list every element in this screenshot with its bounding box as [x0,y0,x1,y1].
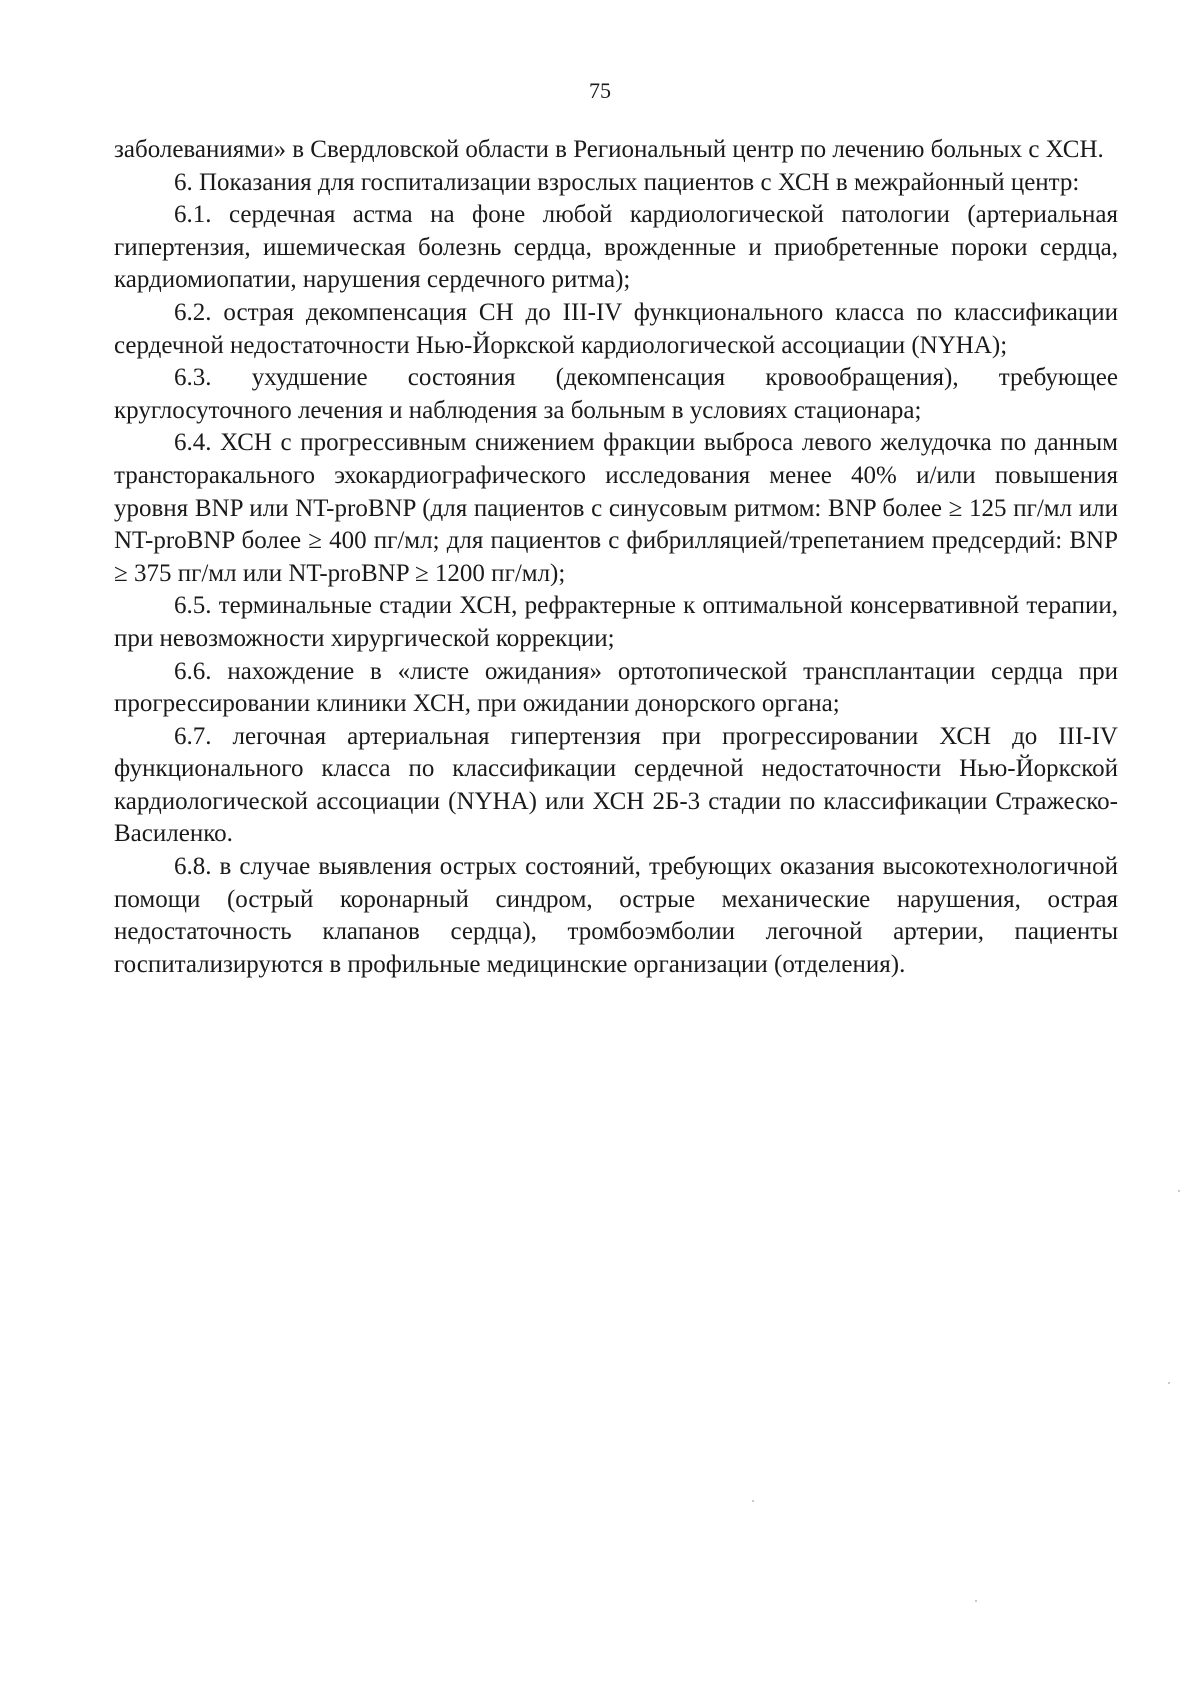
scan-speck [975,1600,977,1602]
paragraph-6-1: 6.1. сердечная астма на фоне любой кардиологической патологии (артериальная гипертензия, ишемическая болезнь сердца, врожденные и приобретенные пороки сердца, кардиомиопатии, нарушения сердечного ритма); [114,201,1118,294]
paragraph-6-2: 6.2. острая декомпенсация СН до III-IV функционального класса по классификации сердечной недостаточности Нью-Йоркской кардиологической ассоциации (NYHA); [114,298,1118,359]
scan-speck [1178,1190,1180,1192]
paragraph-6-8: 6.8. в случае выявления острых состояний, требующих оказания высокотехнологичной помощи (острый коронарный синдром, острые механические нарушения, острая недостаточность клапанов сердца), тромбоэмболии легочной артерии, пациенты госпитализируются в профильные медицинские организации (отделения). [114,853,1118,978]
scan-speck [752,1500,754,1502]
scan-speck [1168,1382,1170,1384]
paragraph-6-4: 6.4. ХСН с прогрессивным снижением фракции выброса левого желудочка по данным трансторакального эхокардиографического исследования менее 40% и/или повышения уровня BNP или NT-proBNP (для пациентов с синусовым ритмом: BNP более ≥ 125 пг/мл или NT-proBNP более ≥ 400 пг/мл; для пациентов с фибрилляцией/трепетанием предсердий: BNP ≥ 375 пг/мл или NT-proBNP ≥ 1200 пг/мл); [114,429,1118,587]
paragraph-6-3: 6.3. ухудшение состояния (декомпенсация кровообращения), требующее круглосуточного лечения и наблюдения за больным в условиях стационара; [114,364,1118,424]
paragraph-6-7: 6.7. легочная артериальная гипертензия при прогрессировании ХСН до III-IV функционального класса по классификации сердечной недостаточности Нью-Йоркской кардиологической ассоциации (NYHA) или ХСН 2Б-3 стадии по классификации Стражеско-Василенко. [114,722,1118,848]
paragraph-6-5: 6.5. терминальные стадии ХСН, рефрактерные к оптимальной консервативной терапии, при невозможности хирургической коррекции; [114,592,1118,652]
page-number: 75 [589,78,611,103]
document-body [114,134,1118,981]
paragraph-continuation: заболеваниями» в Свердловской области в Региональный центр по лечению больных с ХСН. [114,136,1104,163]
paragraph-6: 6. Показания для госпитализации взрослых пациентов с ХСН в межрайонный центр: [174,168,1080,196]
paragraph-6-6: 6.6. нахождение в «листе ожидания» ортотопической трансплантации сердца при прогрессировании клиники ХСН, при ожидании донорского органа; [114,657,1118,718]
